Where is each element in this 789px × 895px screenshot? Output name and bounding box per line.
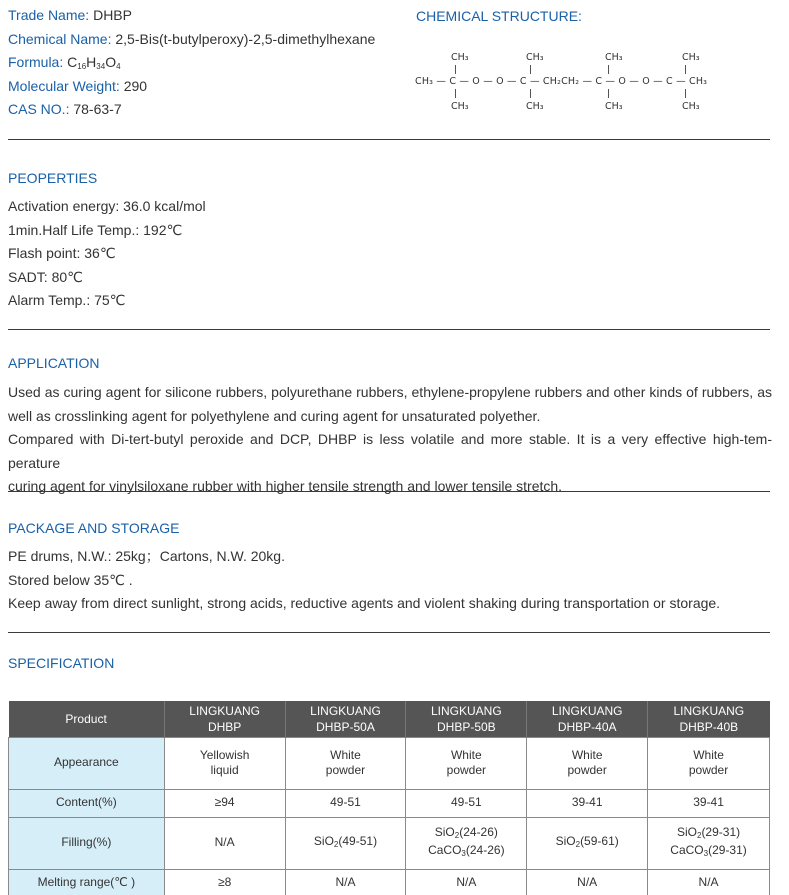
table-cell: 49-51 [406, 789, 527, 817]
table-cell: 39-41 [527, 789, 648, 817]
structure-bond [608, 89, 609, 98]
table-cell: Yellowish liquid [164, 737, 285, 789]
application-line: well as crosslinking agent for polyethylene and curing agent for unsaturated polyether. [8, 407, 541, 424]
specification-table [8, 701, 770, 895]
structure-bond [455, 65, 456, 74]
table-cell: N/A [285, 869, 406, 895]
row-label-content: Content(%) [9, 789, 165, 817]
package-line: Keep away from direct sunlight, strong acids, reductive agents and violent shaking during transportation or storage. [8, 595, 721, 611]
row-label-melting: Melting range(℃ ) [9, 869, 165, 895]
structure-bottom-group: CH₃ [682, 101, 700, 112]
divider [8, 139, 770, 140]
property-item: Activation energy: 36.0 kcal/mol [8, 198, 206, 214]
table-cell: 49-51 [285, 789, 406, 817]
divider [8, 491, 770, 492]
table-cell: SiO$_2$(29-31) CaCO$_3$(29-31) [648, 817, 770, 869]
row-label-filling: Filling(%) [9, 817, 165, 869]
structure-bond [685, 65, 686, 74]
cas-value: 78-63-7 [73, 101, 122, 117]
package-line: PE drums, N.W.: 25kg；Cartons, N.W. 20kg. [8, 548, 285, 564]
row-label-appearance: Appearance [9, 737, 165, 789]
trade-name-row [8, 4, 132, 28]
table-cell: SiO$_2$(24-26) CaCO$_3$(24-26) [406, 817, 527, 869]
structure-bond [608, 65, 609, 74]
cas-label: CAS NO.: [8, 101, 70, 117]
molecular-weight-label: Molecular Weight: [8, 78, 120, 94]
structure-bond [530, 89, 531, 98]
table-row [9, 737, 770, 789]
package-title: PACKAGE AND STORAGE [8, 520, 180, 536]
header-product-col: LINGKUANG DHBP-40A [527, 701, 648, 737]
table-cell: White powder [527, 737, 648, 789]
trade-name-value: DHBP [93, 7, 132, 23]
specification-title: SPECIFICATION [8, 655, 115, 671]
header-product-col: LINGKUANG DHBP-50A [285, 701, 406, 737]
header-product-col: LINGKUANG DHBP-40B [648, 701, 770, 737]
structure-bond [685, 89, 686, 98]
structure-bottom-group: CH₃ [605, 101, 623, 112]
table-row [9, 817, 770, 869]
property-item: Flash point: 36℃ [8, 245, 116, 261]
structure-bond [455, 89, 456, 98]
formula-value: $C_{16}H_{34}O_4$ [67, 54, 121, 71]
application-text [8, 381, 772, 499]
structure-top-group: CH₃ [605, 52, 623, 63]
application-line: Compared with Di-tert-butyl peroxide and DCP, DHBP is less volatile and more stable. It is a very effective high-tem- perature [8, 431, 772, 471]
structure-bond [530, 65, 531, 74]
table-header-row [9, 701, 770, 737]
application-title: APPLICATION [8, 355, 100, 371]
chemical-name-row [8, 28, 375, 52]
properties-list [8, 195, 772, 313]
cas-row [8, 98, 122, 122]
header-product: Product [9, 701, 165, 737]
property-item: Alarm Temp.: 75℃ [8, 292, 126, 308]
table-cell: N/A [164, 817, 285, 869]
divider [8, 329, 770, 330]
divider [8, 632, 770, 633]
table-cell: White powder [648, 737, 770, 789]
table-cell: 39-41 [648, 789, 770, 817]
property-item: 1min.Half Life Temp.: 192℃ [8, 221, 183, 238]
table-row [9, 789, 770, 817]
chemical-name-label: Chemical Name: [8, 31, 112, 47]
table-cell: N/A [527, 869, 648, 895]
table-cell: White powder [406, 737, 527, 789]
package-text [8, 545, 772, 616]
table-cell: ≥8 [164, 869, 285, 895]
formula-label: Formula: [8, 54, 64, 70]
property-item: SADT: 80℃ [8, 268, 83, 285]
table-cell: SiO$_2$(49-51) [285, 817, 406, 869]
header-product-col: LINGKUANG DHBP-50B [406, 701, 527, 737]
structure-top-group: CH₃ [526, 52, 544, 63]
table-cell: ≥94 [164, 789, 285, 817]
package-line: Stored below 35℃ . [8, 571, 133, 588]
header-product-col: LINGKUANG DHBP [164, 701, 285, 737]
molecular-weight-row [8, 75, 147, 99]
structure-title: CHEMICAL STRUCTURE: [416, 8, 582, 24]
table-cell: SiO$_2$(59-61) [527, 817, 648, 869]
molecular-weight-value: 290 [123, 78, 148, 94]
structure-main-chain: CH₃ — C — O — O — C — CH₂CH₂ — C — O — O — C — CH₃ [415, 76, 708, 87]
structure-top-group: CH₃ [682, 52, 700, 63]
properties-title: PEOPERTIES [8, 170, 98, 186]
structure-top-group: CH₃ [451, 52, 469, 63]
application-line: curing agent for vinylsiloxane rubber with higher tensile strength and lower tensile stretch. [8, 478, 563, 494]
chemical-name-value: 2,5-Bis(t-butylperoxy)-2,5-dimethylhexane [115, 31, 376, 47]
structure-bottom-group: CH₃ [526, 101, 544, 112]
application-line: Used as curing agent for silicone rubbers, polyurethane rubbers, ethylene-propylene rubbers and other kinds of rubbers, as [8, 384, 772, 400]
table-cell: N/A [406, 869, 527, 895]
table-cell: White powder [285, 737, 406, 789]
structure-bottom-group: CH₃ [451, 101, 469, 112]
table-row [9, 869, 770, 895]
trade-name-label: Trade Name: [8, 7, 90, 23]
table-cell: N/A [648, 869, 770, 895]
